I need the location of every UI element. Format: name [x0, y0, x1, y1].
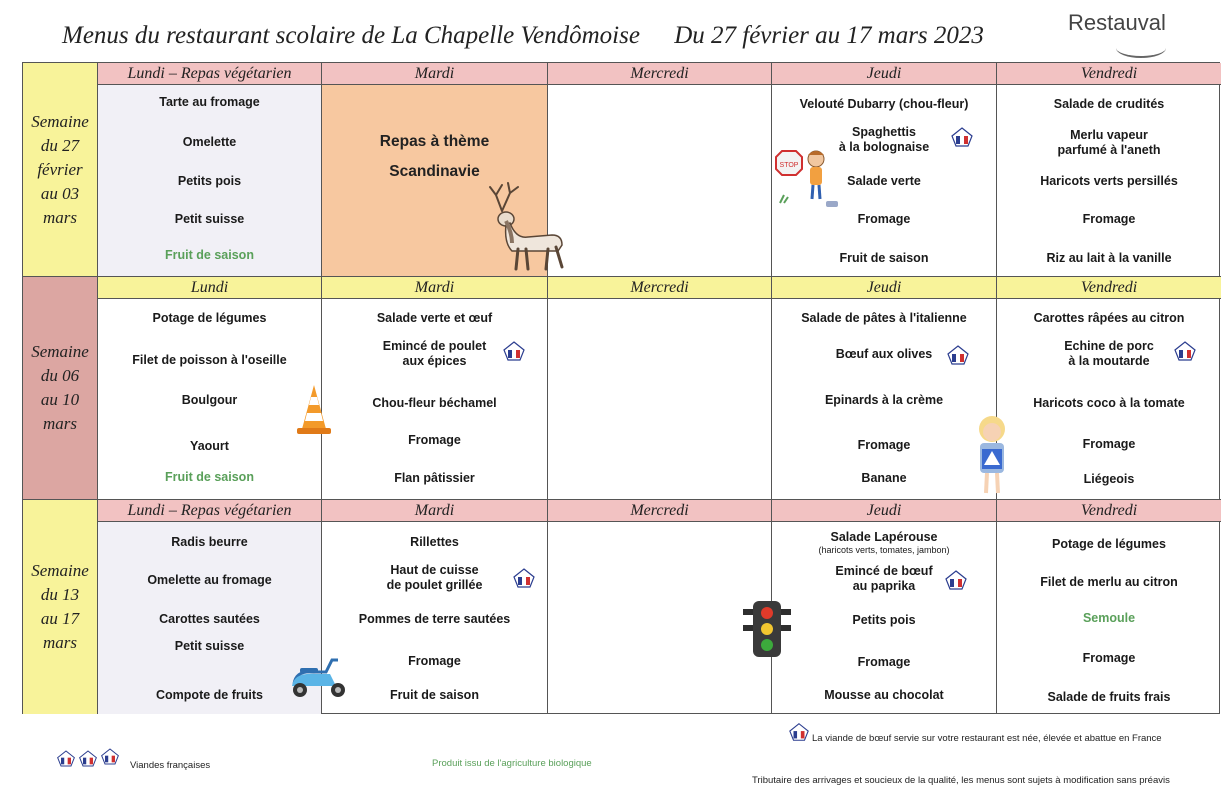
week-3-label — [23, 500, 98, 714]
day-header-mercredi: Mercredi — [548, 63, 772, 85]
menu-item: Tarte au fromage — [159, 95, 260, 109]
menu-item: Carottes sautées — [159, 612, 260, 626]
day-header-jeudi: Jeudi — [772, 500, 997, 522]
day-header-jeudi: Jeudi — [772, 63, 997, 85]
day-header-lundi: Lundi — [98, 277, 322, 299]
menu-item: à la moutarde — [1068, 354, 1150, 368]
menu-item: Rillettes — [410, 535, 459, 549]
title-dates: Du 27 février au 17 mars 2023 — [674, 22, 984, 49]
menu-item: Emincé de poulet — [382, 339, 487, 353]
week-2-jeudi-cell — [772, 299, 997, 500]
menu-item: Salade verte — [847, 174, 921, 188]
french-meat-flag-icon — [512, 568, 536, 588]
week-label-line: mars — [42, 633, 77, 652]
menu-item: Fromage — [1082, 212, 1136, 226]
restauval-logo — [1068, 10, 1188, 58]
menu-item: aux épices — [402, 354, 467, 368]
day-header-lundi: Lundi – Repas végétarien — [98, 63, 322, 85]
french-meat-flag-icon — [950, 127, 974, 147]
menu-item: Omelette au fromage — [147, 573, 272, 587]
menu-item: Petits pois — [852, 613, 916, 627]
menu-grid — [22, 62, 1220, 714]
week-2-mercredi-cell — [548, 299, 772, 500]
menu-item: Yaourt — [190, 439, 229, 453]
menu-item: Potage de légumes — [152, 311, 267, 325]
menu-item: au paprika — [852, 579, 916, 593]
menu-item: Chou-fleur béchamel — [372, 396, 497, 410]
day-header-mardi: Mardi — [322, 500, 548, 522]
menu-item: Petit suisse — [174, 639, 245, 653]
menu-item: Salade de fruits frais — [1047, 690, 1171, 704]
menu-item: Salade de crudités — [1053, 97, 1165, 111]
menu-item — [772, 530, 996, 556]
week-label-line: du 06 — [40, 366, 80, 385]
logo-arc-icon — [1116, 38, 1166, 58]
menu-item: Fruit de saison — [839, 251, 929, 265]
menu-item: Fromage — [857, 438, 911, 452]
french-meat-flag-icon — [502, 341, 526, 361]
week-2-lundi-cell — [98, 299, 322, 500]
menu-item: Mousse au chocolat — [824, 688, 944, 702]
menu-item-main: Salade Lapérouse — [830, 530, 938, 544]
theme-meal-name: Scandinavie — [389, 163, 480, 180]
menu-item: Carottes râpées au citron — [1033, 311, 1185, 325]
week-label-line: mars — [42, 414, 77, 433]
week-3-vendredi-cell — [997, 522, 1221, 714]
menu-item: Compote de fruits — [156, 688, 263, 702]
menu-item: à la bolognaise — [838, 140, 930, 154]
week-3-lundi-cell — [98, 522, 322, 714]
logo-text: Restauval — [1068, 10, 1166, 35]
menu-item: Fromage — [1082, 437, 1136, 451]
french-meat-flag-icon — [56, 750, 76, 767]
menu-item: Spaghettis — [852, 125, 916, 139]
menu-item: Flan pâtissier — [394, 471, 475, 485]
title-main: Menus du restaurant scolaire de La Chapelle Vendômoise — [62, 22, 640, 49]
page-title — [62, 22, 1042, 58]
french-meat-flag-icon — [788, 722, 810, 742]
menu-item: Boulgour — [181, 393, 238, 407]
week-label-line: au 03 — [40, 183, 80, 203]
french-meat-flag-icon — [1173, 341, 1197, 361]
week-label-line: du 27 — [40, 135, 80, 155]
menu-item: Fromage — [857, 655, 911, 669]
french-meat-flag-icon — [78, 750, 98, 767]
menu-item: de poulet grillée — [386, 578, 483, 592]
menu-item: Fromage — [408, 654, 461, 668]
menu-item: Radis beurre — [171, 535, 248, 549]
menu-item: Petit suisse — [174, 212, 245, 226]
menu-item: Salade de pâtes à l'italienne — [801, 311, 967, 325]
menu-item: Haricots coco à la tomate — [1033, 396, 1185, 410]
menu-item: Velouté Dubarry (chou-fleur) — [799, 97, 969, 111]
menu-item: Fromage — [1082, 651, 1136, 665]
french-meats-legend-icons — [56, 748, 126, 768]
menu-item-organic: Fruit de saison — [165, 470, 254, 484]
week-3-jeudi-cell — [772, 522, 997, 714]
week-1-vendredi-cell — [997, 85, 1221, 277]
week-1-label — [23, 63, 98, 277]
menu-item: Banane — [861, 471, 907, 485]
week-label-line: au 10 — [40, 390, 80, 409]
week-3-mardi-cell — [322, 522, 548, 714]
day-header-mercredi: Mercredi — [548, 500, 772, 522]
week-2-mardi-cell — [322, 299, 548, 500]
menu-item: Petits pois — [177, 174, 242, 188]
menu-item: Omelette — [182, 135, 237, 149]
menu-item: Echine de porc — [1064, 339, 1154, 353]
beef-origin-note: La viande de bœuf servie sur votre restaurant est née, élevée et abattue en France — [812, 733, 1162, 744]
menu-item: Merlu vapeur — [1070, 128, 1148, 142]
day-header-mardi: Mardi — [322, 63, 548, 85]
week-label-line: Semaine — [31, 342, 89, 361]
week-label-line: Semaine — [31, 111, 89, 131]
theme-meal-title: Repas à thème — [379, 133, 490, 150]
week-2-label — [23, 277, 98, 500]
week-1-mercredi-cell — [548, 85, 772, 277]
week-3-mercredi-cell — [548, 522, 772, 714]
day-header-mercredi: Mercredi — [548, 277, 772, 299]
menu-item: Fromage — [857, 212, 911, 226]
svg-text:STOP: STOP — [779, 162, 799, 169]
week-label-line: Semaine — [31, 561, 89, 580]
day-header-vendredi: Vendredi — [997, 63, 1221, 85]
french-meat-flag-icon — [946, 345, 970, 365]
menu-item: Emincé de bœuf — [835, 564, 933, 578]
week-label-line: du 13 — [40, 585, 80, 604]
menu-item: Epinards à la crème — [824, 393, 944, 407]
week-2-vendredi-cell — [997, 299, 1221, 500]
menu-item: Salade verte et œuf — [376, 311, 493, 325]
french-meat-flag-icon — [100, 748, 120, 765]
menu-item: Haricots verts persillés — [1040, 174, 1178, 188]
menu-item: Haut de cuisse — [390, 563, 479, 577]
day-header-lundi: Lundi – Repas végétarien — [98, 500, 322, 522]
day-header-mardi: Mardi — [322, 277, 548, 299]
menu-item: parfumé à l'aneth — [1057, 143, 1161, 157]
week-1-jeudi-cell — [772, 85, 997, 277]
day-header-vendredi: Vendredi — [997, 277, 1221, 299]
menu-item-organic: Semoule — [1082, 611, 1136, 625]
menu-item: Bœuf aux olives — [835, 347, 933, 361]
french-meats-legend: Viandes françaises — [130, 760, 211, 771]
menu-item-organic: Fruit de saison — [165, 248, 254, 262]
week-label-line: au 17 — [40, 609, 80, 628]
menu-item: Pommes de terre sautées — [358, 612, 511, 626]
week-1-mardi-cell — [322, 85, 548, 277]
menu-item: Potage de légumes — [1052, 537, 1166, 551]
menu-item: Filet de merlu au citron — [1040, 575, 1178, 589]
week-label-line: mars — [42, 207, 77, 227]
menu-item: Fromage — [408, 433, 461, 447]
menu-item: Liégeois — [1083, 472, 1135, 486]
organic-legend: Produit issu de l'agriculture biologique — [432, 758, 592, 769]
menu-item-detail: (haricots verts, tomates, jambon) — [818, 545, 950, 555]
week-1-lundi-cell — [98, 85, 322, 277]
day-header-vendredi: Vendredi — [997, 500, 1221, 522]
week-label-line: février — [37, 159, 83, 179]
menu-item: Fruit de saison — [390, 688, 479, 702]
menu-item: Riz au lait à la vanille — [1046, 251, 1172, 265]
french-meat-flag-icon — [944, 570, 968, 590]
day-header-jeudi: Jeudi — [772, 277, 997, 299]
menu-item: Filet de poisson à l'oseille — [132, 353, 287, 367]
disclaimer-note: Tributaire des arrivages et soucieux de la qualité, les menus sont sujets à modification sans préavis — [752, 775, 1170, 786]
